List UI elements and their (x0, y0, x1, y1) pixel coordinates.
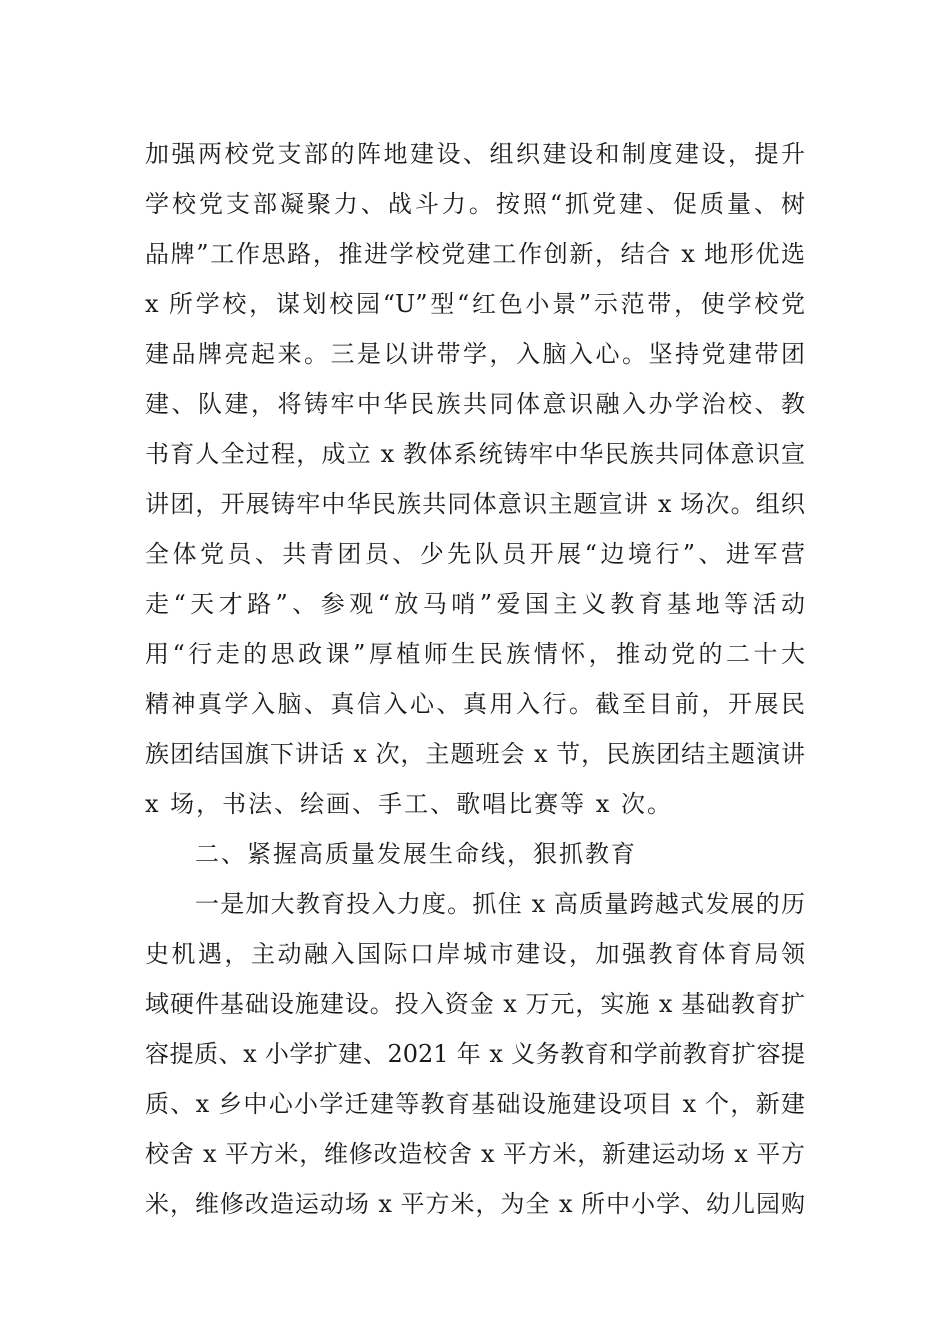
text-line: 书育人全过程，成立 x 教体系统铸牢中华民族共同体意识宣 (145, 440, 805, 468)
text-line: 建、队建，将铸牢中华民族共同体意识融入办学治校、教 (145, 390, 805, 418)
text-line-last: x 场，书法、绘画、手工、歌唱比赛等 x 次。 (145, 790, 673, 818)
section-heading: 二、紧握高质量发展生命线，狠抓教育 (195, 840, 637, 868)
text-line: 走“天才路”、参观“放马哨”爱国主义教育基地等活动 (145, 590, 805, 618)
text-line: 学校党支部凝聚力、战斗力。按照“抓党建、促质量、树 (145, 190, 805, 218)
text-line: 加强两校党支部的阵地建设、组织建设和制度建设，提升 (145, 140, 805, 168)
text-line: 族团结国旗下讲话 x 次，主题班会 x 节，民族团结主题演讲 (145, 740, 805, 768)
text-line: 建品牌亮起来。三是以讲带学，入脑入心。坚持党建带团 (145, 340, 805, 368)
text-line: x 所学校，谋划校园“U”型“红色小景”示范带，使学校党 (145, 290, 805, 318)
text-line: 用“行走的思政课”厚植师生民族情怀，推动党的二十大 (145, 640, 805, 668)
text-line: 品牌”工作思路，推进学校党建工作创新，结合 x 地形优选 (145, 240, 805, 268)
text-line: 讲团，开展铸牢中华民族共同体意识主题宣讲 x 场次。组织 (145, 490, 805, 518)
text-line: 史机遇，主动融入国际口岸城市建设，加强教育体育局领 (145, 940, 805, 968)
text-line: 全体党员、共青团员、少先队员开展“边境行”、进军营 (145, 540, 805, 568)
text-line-indented: 一是加大教育投入力度。抓住 x 高质量跨越式发展的历 (195, 890, 805, 918)
text-line: 质、x 乡中心小学迁建等教育基础设施建设项目 x 个，新建 (145, 1090, 805, 1118)
text-line: 精神真学入脑、真信入心、真用入行。截至目前，开展民 (145, 690, 805, 718)
text-line: 校舍 x 平方米，维修改造校舍 x 平方米，新建运动场 x 平方 (145, 1140, 805, 1168)
text-line: 域硬件基础设施建设。投入资金 x 万元，实施 x 基础教育扩 (145, 990, 805, 1018)
text-line: 米，维修改造运动场 x 平方米，为全 x 所中小学、幼儿园购 (145, 1190, 805, 1218)
text-line: 容提质、x 小学扩建、2021 年 x 义务教育和学前教育扩容提 (145, 1040, 805, 1068)
